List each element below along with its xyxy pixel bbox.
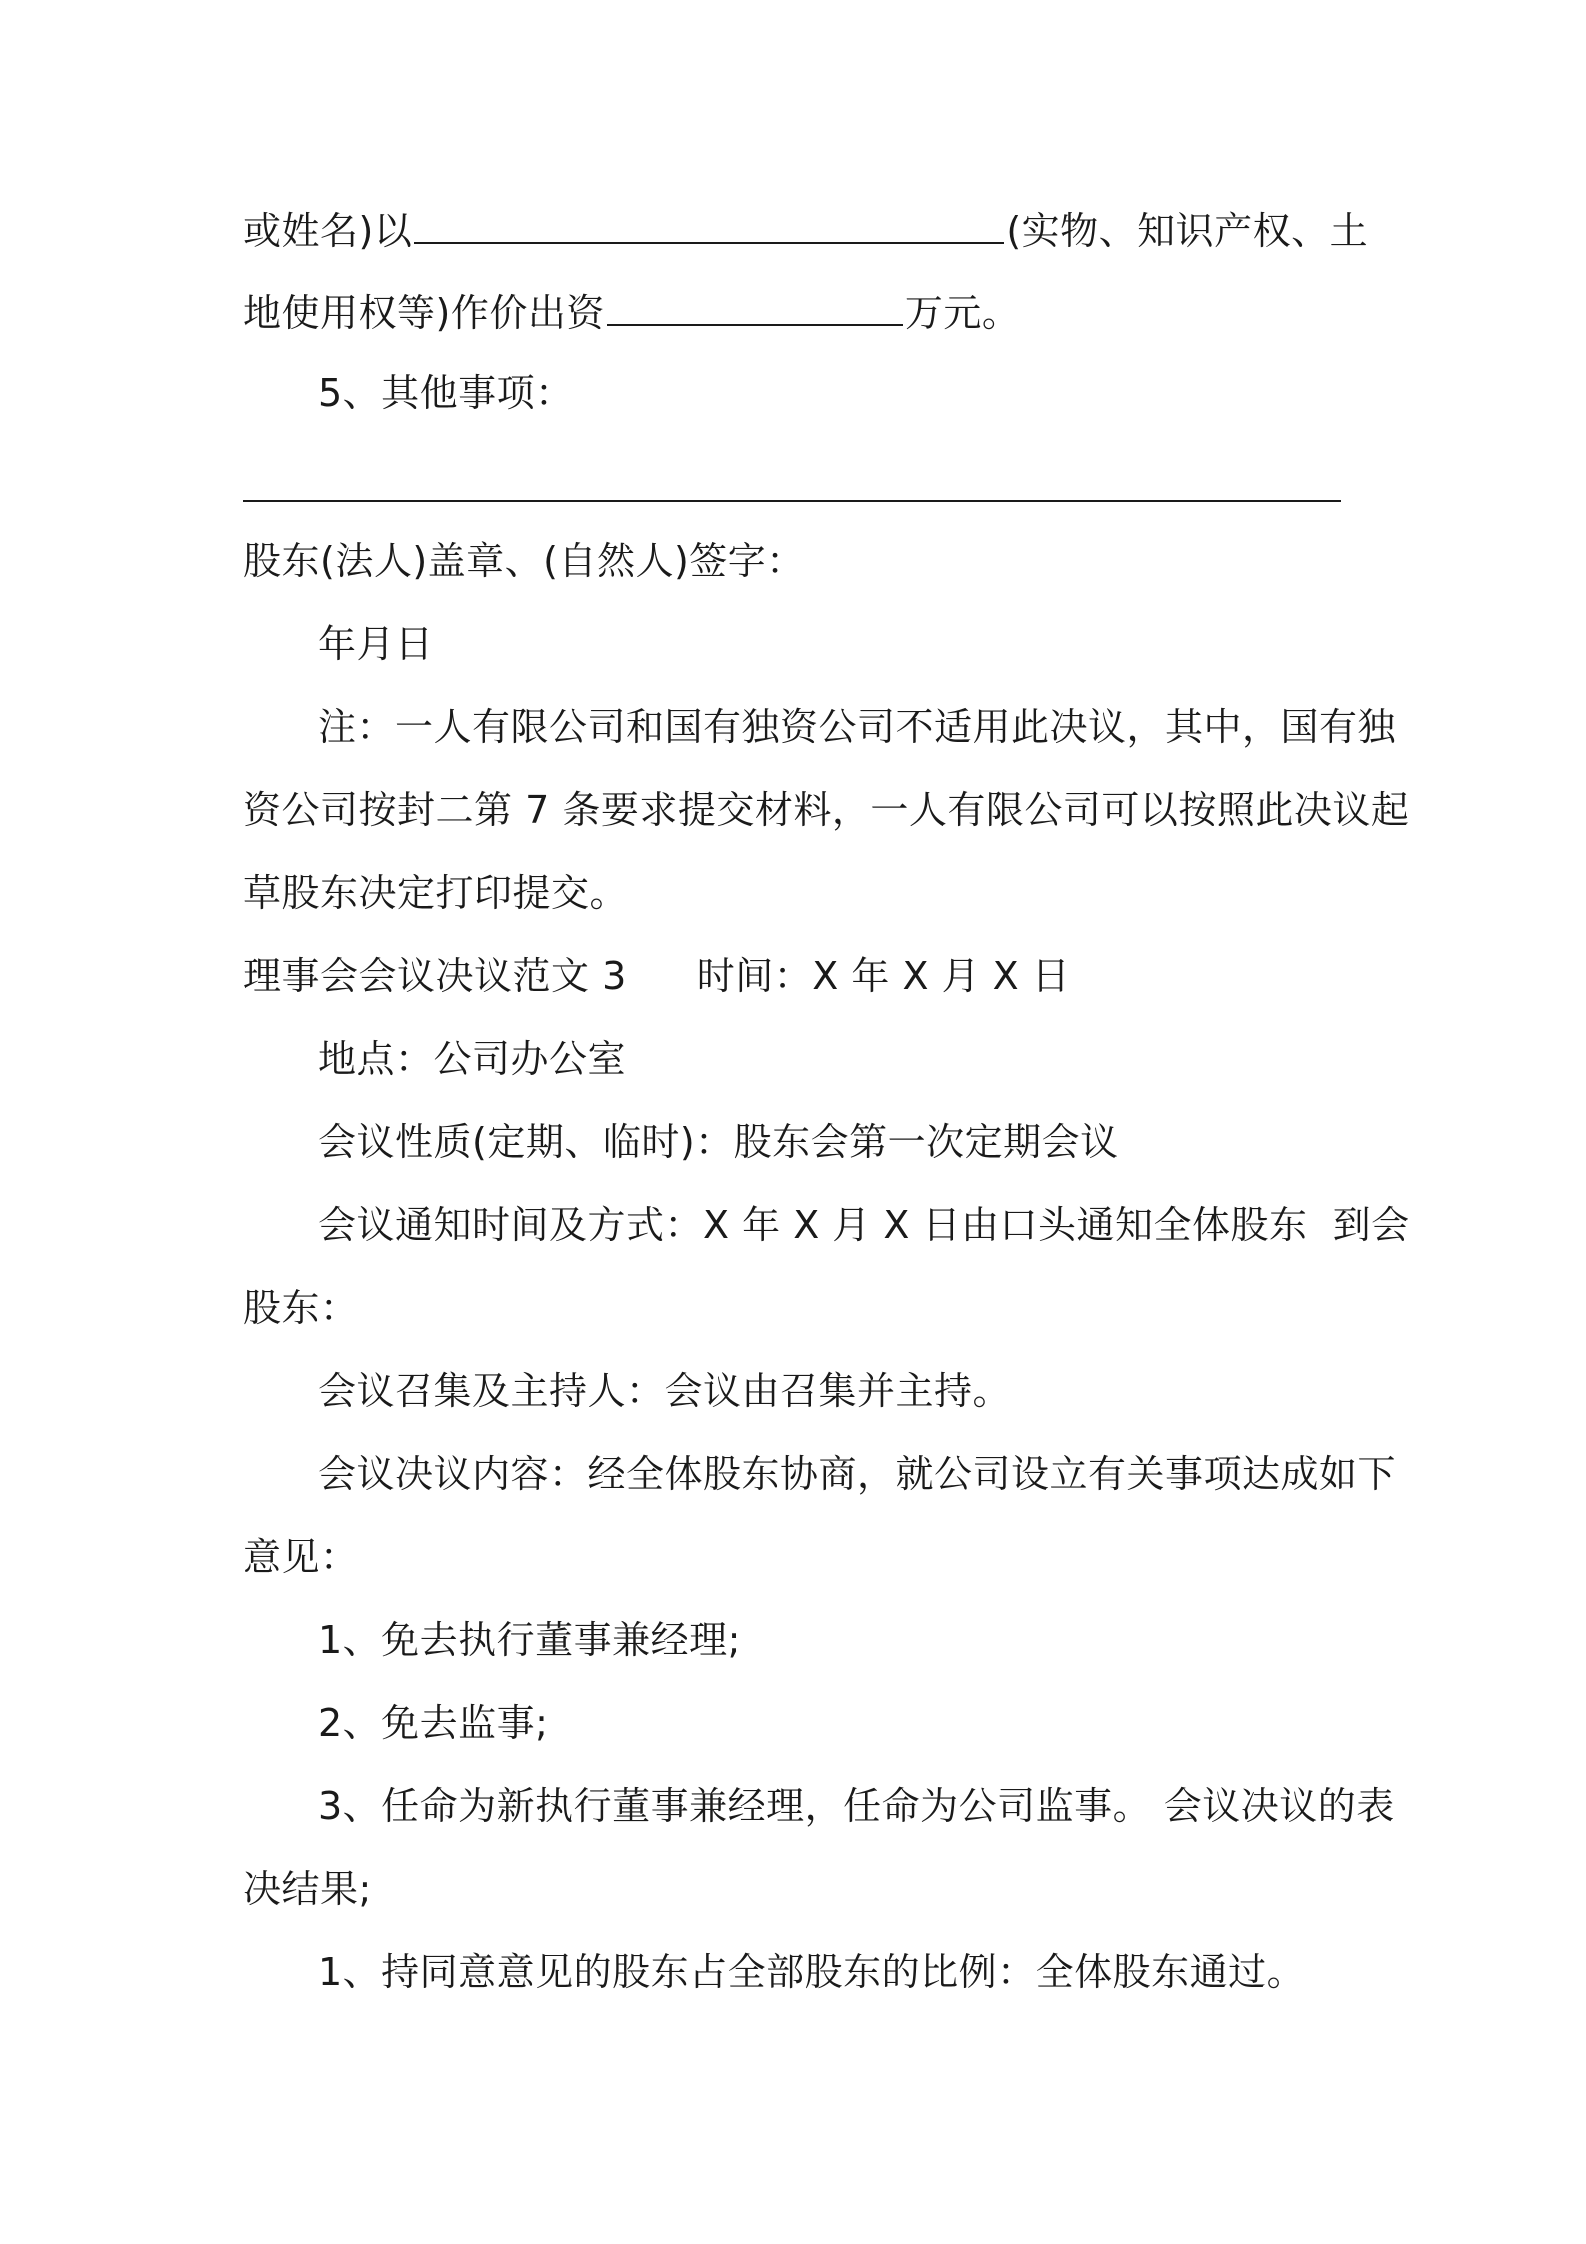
section-title: 理事会会议决议范文 3 [243,954,627,998]
resolution-item: 2、免去监事; [318,1701,549,1745]
note-paragraph-line: 注：一人有限公司和国有独资公司不适用此决议，其中，国有独 [318,705,1397,749]
meeting-nature: 会议性质(定期、临时)：股东会第一次定期会议 [318,1120,1119,1164]
resolution-item: 3、任命为新执行董事兼经理，任命为公司监事。 会议决议的表 [318,1784,1395,1828]
section-title-line [243,953,1070,999]
fill-in-blank[interactable] [607,288,903,326]
meeting-notice: 会议通知时间及方式：X 年 X 月 X 日由口头通知全体股东 到会 [318,1203,1410,1247]
resolution-item: 1、免去执行董事兼经理; [318,1618,741,1662]
resolution-item-continued: 决结果; [243,1867,372,1911]
meeting-notice-continued: 股东： [243,1286,359,1330]
date-line: 年月日 [318,622,434,666]
meeting-time: 时间：X 年 X 月 X 日 [696,954,1071,998]
text-fragment: (实物、知识产权、土 [1006,209,1369,253]
text-fragment: 或姓名)以 [243,209,413,253]
text-fragment: 地使用权等)作价出资 [243,291,605,335]
note-paragraph-line: 草股东决定打印提交。 [243,871,629,915]
text-fragment: 万元。 [904,291,1021,335]
note-paragraph-line: 资公司按封二第 7 条要求提交材料，一人有限公司可以按照此决议起 [243,788,1410,832]
other-matters-heading: 5、其他事项： [318,371,574,415]
shareholder-signature-line: 股东(法人)盖章、(自然人)签字： [243,539,805,583]
resolution-content: 会议决议内容：经全体股东协商，就公司设立有关事项达成如下 [318,1452,1397,1496]
meeting-convener: 会议召集及主持人：会议由召集并主持。 [318,1369,1012,1413]
meeting-location: 地点：公司办公室 [318,1037,627,1081]
fill-in-blank[interactable] [414,206,1004,244]
resolution-content-continued: 意见： [243,1535,359,1579]
signature-rule[interactable] [243,500,1341,502]
contribution-line [243,206,1368,254]
valuation-line [243,288,1020,336]
voting-result: 1、持同意意见的股东占全部股东的比例：全体股东通过。 [318,1950,1306,1994]
